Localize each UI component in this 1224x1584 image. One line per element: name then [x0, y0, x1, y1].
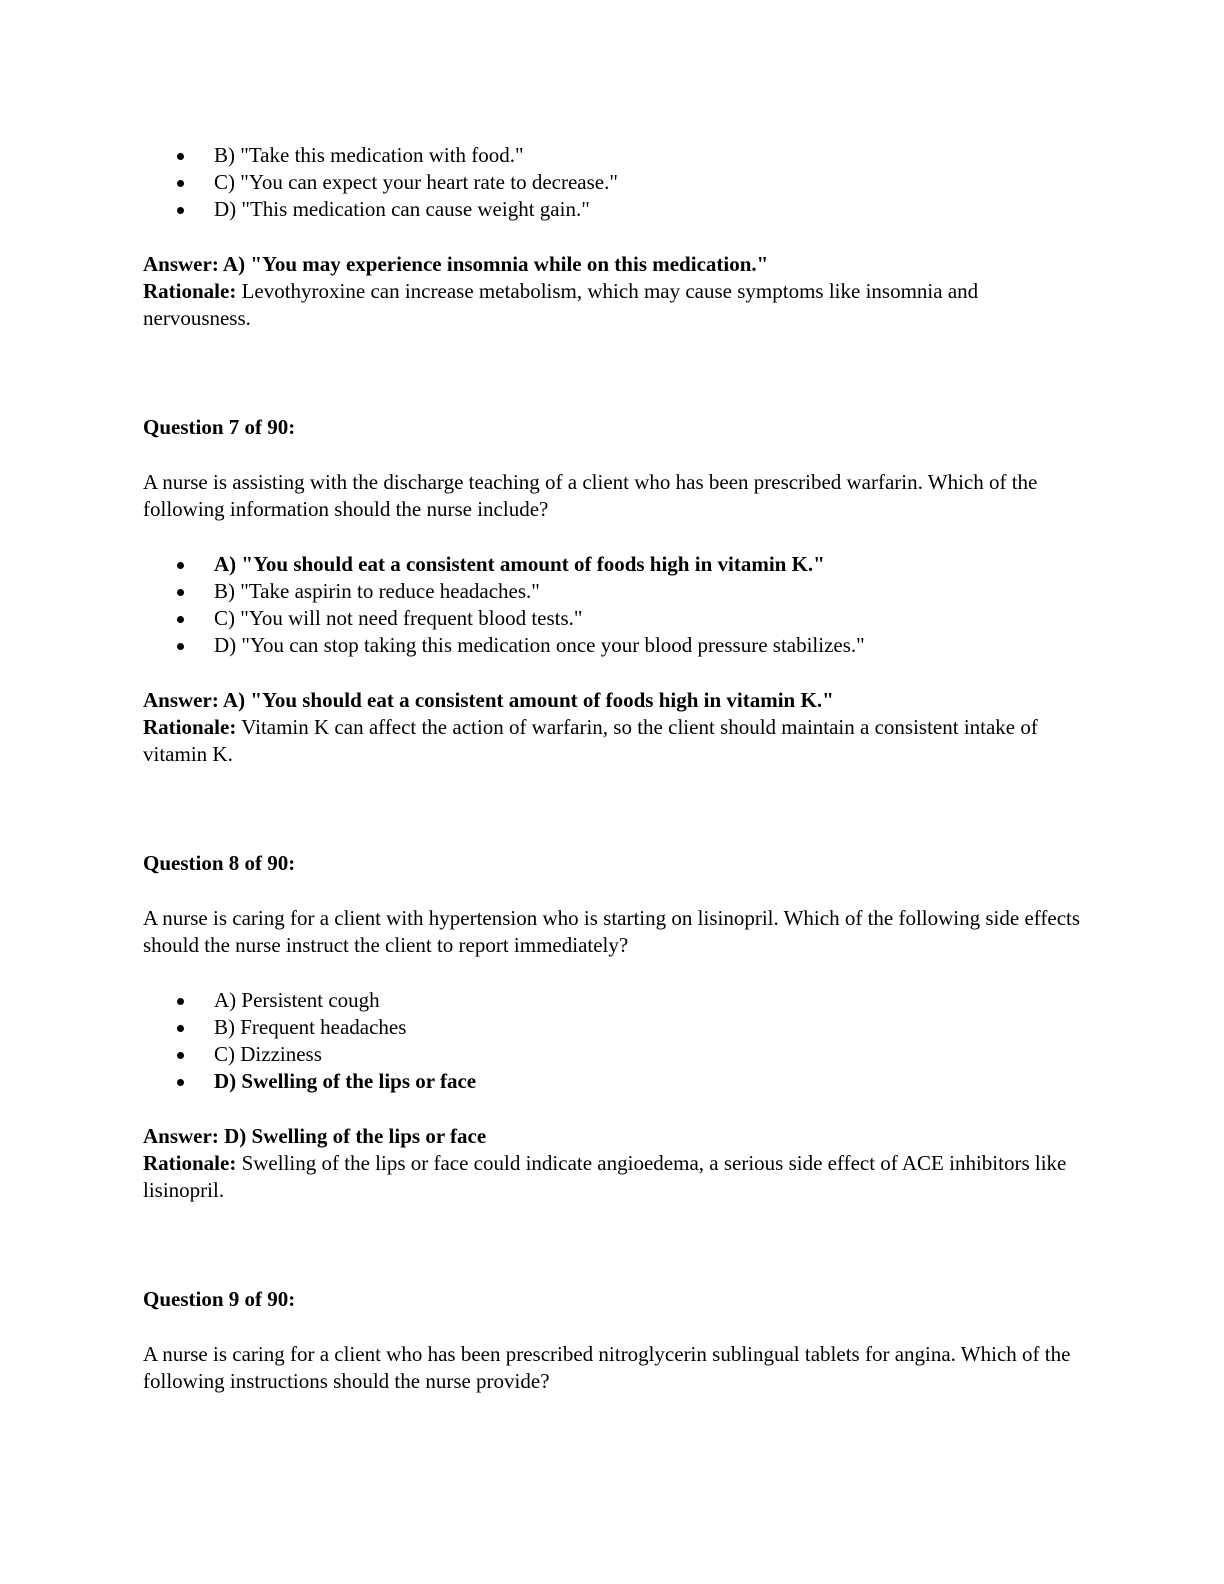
option-item [143, 551, 1083, 578]
option-text: B) "Take this medication with food." [214, 143, 524, 167]
option-list [143, 551, 1083, 659]
question-title: Question 9 of 90: [143, 1287, 296, 1311]
bullet-icon [177, 180, 184, 187]
option-text: C) "You will not need frequent blood tests." [214, 606, 583, 630]
bullet-icon [177, 1052, 184, 1059]
option-item [143, 578, 1083, 605]
option-item [143, 142, 1083, 169]
option-item [143, 632, 1083, 659]
option-text: B) "Take aspirin to reduce headaches." [214, 579, 540, 603]
option-item [143, 987, 1083, 1014]
rationale-text: Swelling of the lips or face could indicate angioedema, a serious side effect of ACE inhibitors like lisinopril. [143, 1151, 1067, 1202]
question-stem: A nurse is assisting with the discharge teaching of a client who has been prescribed warfarin. Which of the following information should the nurse include? [143, 470, 1038, 521]
answer-line: Answer: A) "You may experience insomnia while on this medication." [143, 252, 769, 276]
option-text: C) Dizziness [214, 1042, 322, 1066]
bullet-icon [177, 153, 184, 160]
option-text: D) "You can stop taking this medication once your blood pressure stabilizes." [214, 633, 865, 657]
answer-line: Answer: A) "You should eat a consistent amount of foods high in vitamin K." [143, 688, 834, 712]
option-text: B) Frequent headaches [214, 1015, 407, 1039]
option-item [143, 1068, 1083, 1095]
option-item [143, 169, 1083, 196]
option-item [143, 1014, 1083, 1041]
rationale [143, 714, 1083, 768]
option-item [143, 196, 1083, 223]
bullet-icon [177, 562, 184, 569]
rationale-label: Rationale: [143, 715, 237, 739]
option-text: A) "You should eat a consistent amount of foods high in vitamin K." [214, 552, 825, 576]
rationale-label: Rationale: [143, 279, 237, 303]
option-item [143, 605, 1083, 632]
option-text: D) "This medication can cause weight gain." [214, 197, 590, 221]
bullet-icon [177, 589, 184, 596]
question-stem: A nurse is caring for a client who has been prescribed nitroglycerin sublingual tablets for angina. Which of the following instructions should the nurse provide? [143, 1342, 1071, 1393]
option-text: D) Swelling of the lips or face [214, 1069, 477, 1093]
option-list [143, 142, 1083, 223]
rationale [143, 1150, 1083, 1204]
bullet-icon [177, 1025, 184, 1032]
rationale [143, 278, 1083, 332]
question-stem: A nurse is caring for a client with hypertension who is starting on lisinopril. Which of the following side effects should the nurse instruct the client to report immediately? [143, 906, 1081, 957]
rationale-text: Vitamin K can affect the action of warfarin, so the client should maintain a consistent intake of vitamin K. [143, 715, 1038, 766]
rationale-text: Levothyroxine can increase metabolism, which may cause symptoms like insomnia and nervousness. [143, 279, 979, 330]
question-title: Question 7 of 90: [143, 415, 296, 439]
option-text: A) Persistent cough [214, 988, 380, 1012]
option-list [143, 987, 1083, 1095]
rationale-label: Rationale: [143, 1151, 237, 1175]
option-item [143, 1041, 1083, 1068]
bullet-icon [177, 998, 184, 1005]
option-text: C) "You can expect your heart rate to decrease." [214, 170, 618, 194]
document-page [143, 142, 1083, 1395]
question-title: Question 8 of 90: [143, 851, 296, 875]
bullet-icon [177, 1079, 184, 1086]
bullet-icon [177, 207, 184, 214]
bullet-icon [177, 643, 184, 650]
bullet-icon [177, 616, 184, 623]
answer-line: Answer: D) Swelling of the lips or face [143, 1124, 487, 1148]
